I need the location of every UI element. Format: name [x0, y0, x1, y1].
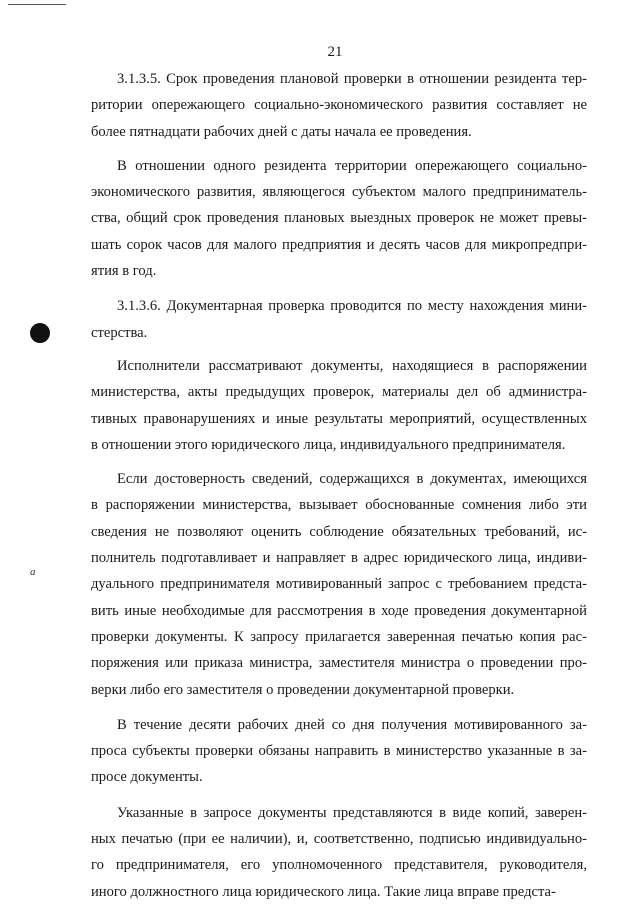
text-line: в распоряжении министерства, вызывает обоснованные сомнения либо эти: [91, 497, 587, 514]
text-line: ных печатью (при ее наличии), и, соответственно, подписью индивидуально-: [91, 831, 587, 848]
text-line: просе документы.: [91, 769, 203, 786]
text-line: полнитель подготавливает и направляет в адрес юридического лица, индиви-: [91, 550, 587, 567]
text-line: Указанные в запросе документы представляются в виде копий, заверен-: [117, 804, 587, 821]
text-line: иного должностного лица юридического лица. Такие лица вправе предста-: [91, 883, 556, 900]
paragraph-gap: [117, 703, 587, 712]
text-line: ритории опережающего социально-экономического развития составляет не: [91, 97, 587, 114]
text-line: верки либо его заместителя о проведении документарной проверки.: [91, 681, 515, 698]
text-line: проса субъекты проверки обязаны направить в министерство указанные в за-: [91, 743, 587, 760]
header-rule: [8, 4, 66, 5]
paragraph-gap: [117, 346, 587, 353]
margin-mark: a: [30, 566, 36, 578]
paragraph-4: [91, 353, 587, 458]
text-line: Исполнители рассматривают документы, находящиеся в распоряжении: [117, 357, 587, 374]
text-line: министерства, акты предыдущих проверок, материалы дел об администра-: [91, 384, 587, 401]
hole-punch-mark: [30, 323, 50, 343]
text-line: стерства.: [91, 324, 148, 341]
text-line: ства, общий срок проведения плановых выездных проверок не может превы-: [91, 210, 587, 227]
text-line: Если достоверность сведений, содержащихся в документах, имеющихся: [117, 471, 587, 488]
paragraph-2: [91, 153, 587, 284]
paragraph-1: [91, 66, 587, 145]
paragraph-gap: [117, 791, 587, 800]
text-line: шать сорок часов для малого предприятия и десять часов для микропредпри-: [91, 236, 587, 253]
text-line: В течение десяти рабочих дней со дня получения мотивированного за-: [117, 716, 587, 733]
page-number: 21: [327, 44, 343, 60]
text-line: проверки документы. К запросу прилагается заверенная печатью копия рас-: [91, 628, 587, 645]
text-line: 3.1.3.6. Документарная проверка проводится по месту нахождения мини-: [117, 298, 587, 315]
text-line: поряжения или приказа министра, заместителя министра о проведении про-: [91, 655, 587, 672]
text-line: сведения не позволяют оценить соблюдение обязательных требований, ис-: [91, 523, 587, 540]
paragraph-gap: [117, 458, 587, 466]
paragraph-gap: [117, 284, 587, 293]
text-line: тивных правонарушениях и иные результаты мероприятий, осуществленных: [91, 410, 587, 427]
body-text: [91, 66, 587, 905]
paragraph-gap: [117, 145, 587, 153]
text-line: ятия в год.: [91, 263, 157, 280]
text-line: 3.1.3.5. Срок проведения плановой проверки в отношении резидента тер-: [117, 71, 587, 87]
text-line: го предпринимателя, его уполномоченного представителя, руководителя,: [91, 857, 587, 874]
paragraph-6: [91, 712, 587, 791]
text-line: в отношении этого юридического лица, индивидуального предпринимателя.: [91, 436, 566, 453]
text-line: вить иные необходимые для рассмотрения в ходе проведения документарной: [91, 602, 587, 619]
text-line: экономического развития, являющегося субъектом малого предприниматель-: [91, 184, 587, 201]
paragraph-3: [91, 293, 587, 346]
text-line: В отношении одного резидента территории опережающего социально-: [117, 157, 587, 174]
paragraph-7: [91, 800, 587, 905]
paragraph-5: [91, 466, 587, 703]
text-line: дуального предпринимателя мотивированный запрос с требованием предста-: [91, 576, 587, 593]
text-line: более пятнадцати рабочих дней с даты начала ее проведения.: [91, 123, 472, 140]
